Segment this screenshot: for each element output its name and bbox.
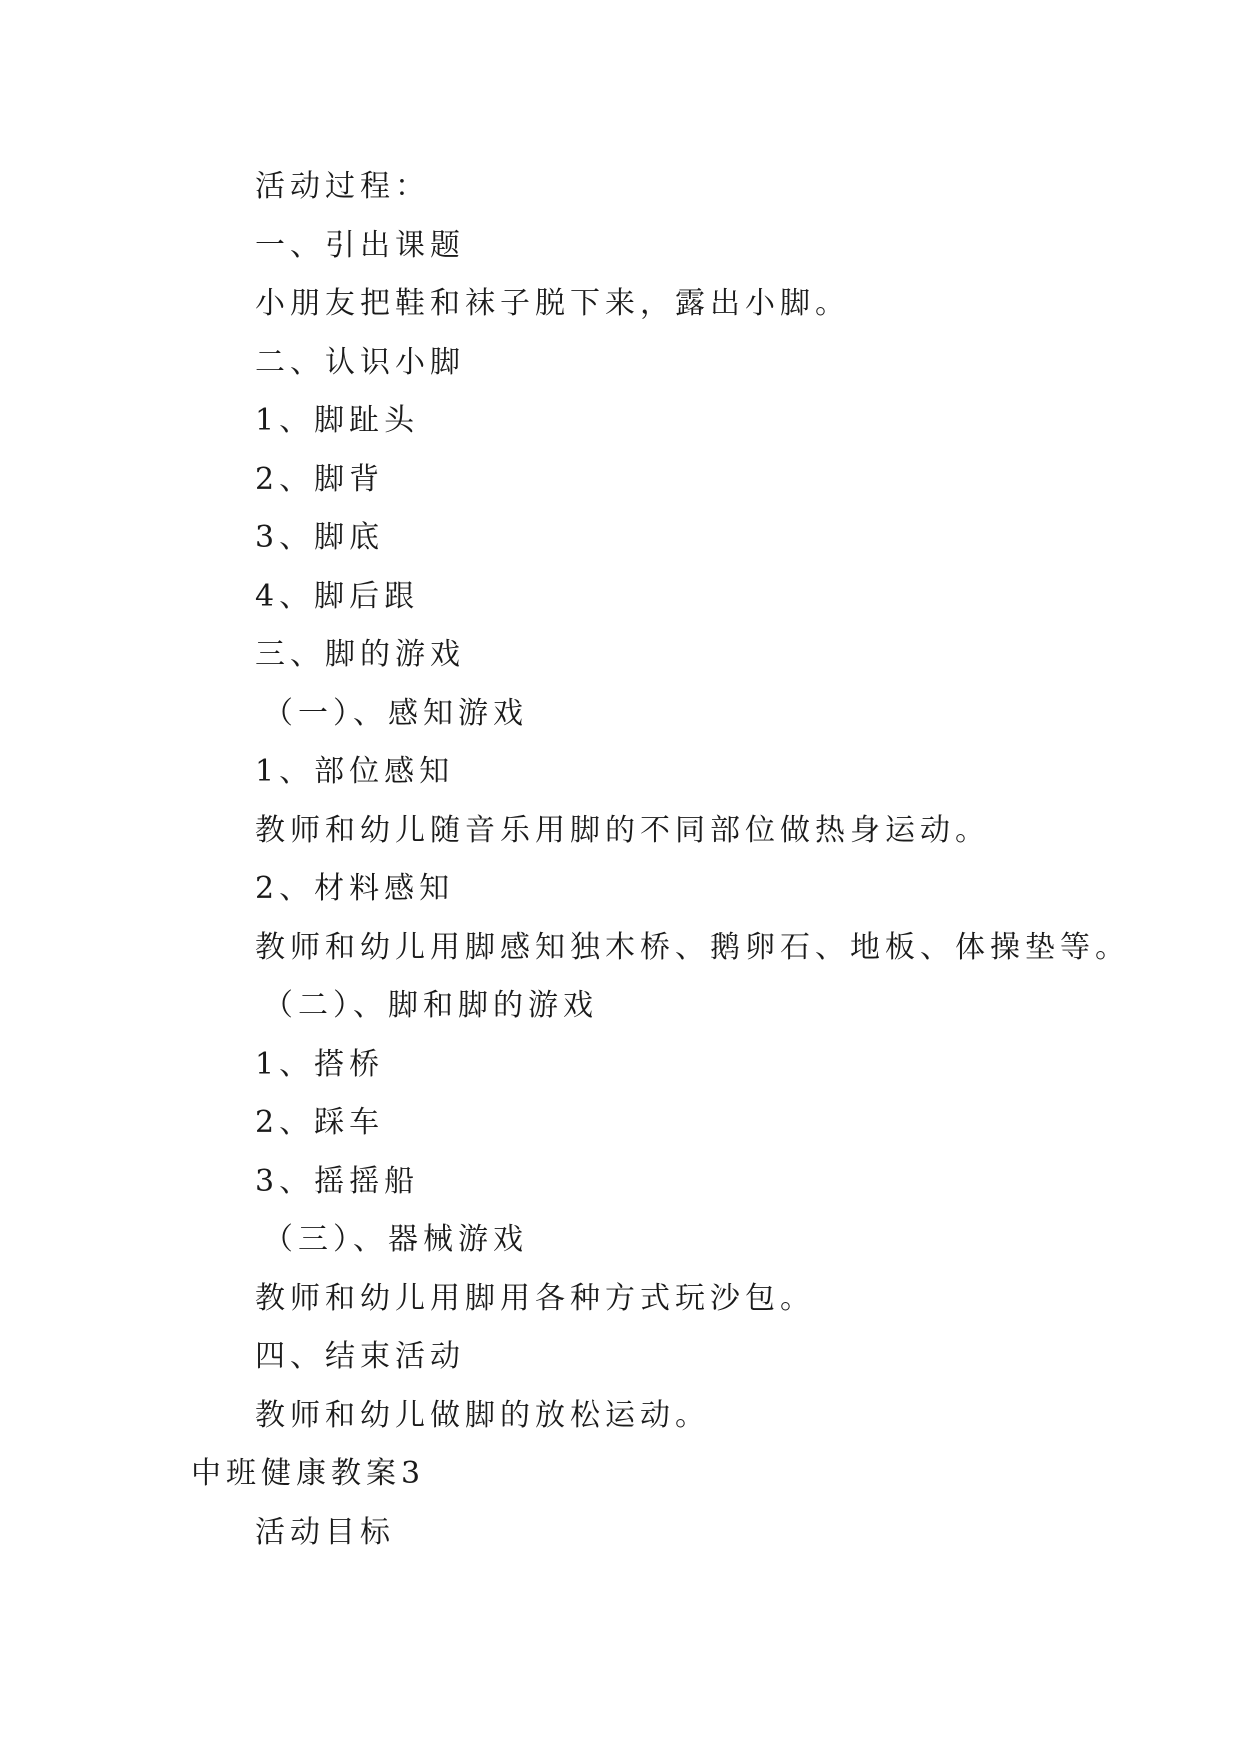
list-item: 2、踩车 — [255, 1105, 385, 1140]
list-item: 1、部位感知 — [255, 754, 455, 789]
lesson-plan-title: 中班健康教案3 — [191, 1456, 426, 1491]
section-heading-closing: 四、结束活动 — [255, 1339, 465, 1374]
list-item: 2、脚背 — [255, 461, 385, 497]
subsection-heading: （三）、器械游戏 — [263, 1222, 528, 1257]
section-heading-intro: 一、引出课题 — [255, 227, 465, 263]
paragraph-text: 教师和幼儿随音乐用脚的不同部位做热身运动。 — [255, 812, 990, 848]
subsection-heading: （二）、脚和脚的游戏 — [263, 988, 598, 1023]
list-item: 2、材料感知 — [255, 871, 455, 906]
list-item: 1、搭桥 — [255, 1046, 385, 1082]
list-item: 4、脚后跟 — [255, 578, 420, 614]
list-item: 3、摇摇船 — [255, 1163, 420, 1199]
activity-goals-heading: 活动目标 — [255, 1514, 395, 1550]
paragraph-text: 教师和幼儿做脚的放松运动。 — [255, 1397, 710, 1433]
list-item: 1、脚趾头 — [255, 403, 420, 438]
paragraph-text: 教师和幼儿用脚感知独木桥、鹅卵石、地板、体操垫等。 — [255, 929, 1130, 965]
paragraph-text: 教师和幼儿用脚用各种方式玩沙包。 — [255, 1280, 815, 1316]
subsection-heading: （一）、感知游戏 — [263, 695, 528, 731]
section-heading-foot-games: 三、脚的游戏 — [255, 637, 465, 672]
section-heading-know-feet: 二、认识小脚 — [255, 344, 465, 380]
paragraph-text: 小朋友把鞋和袜子脱下来，露出小脚。 — [255, 286, 850, 321]
document-body — [0, 158, 1241, 1562]
activity-process-heading: 活动过程： — [255, 169, 430, 204]
list-item: 3、脚底 — [255, 520, 385, 555]
